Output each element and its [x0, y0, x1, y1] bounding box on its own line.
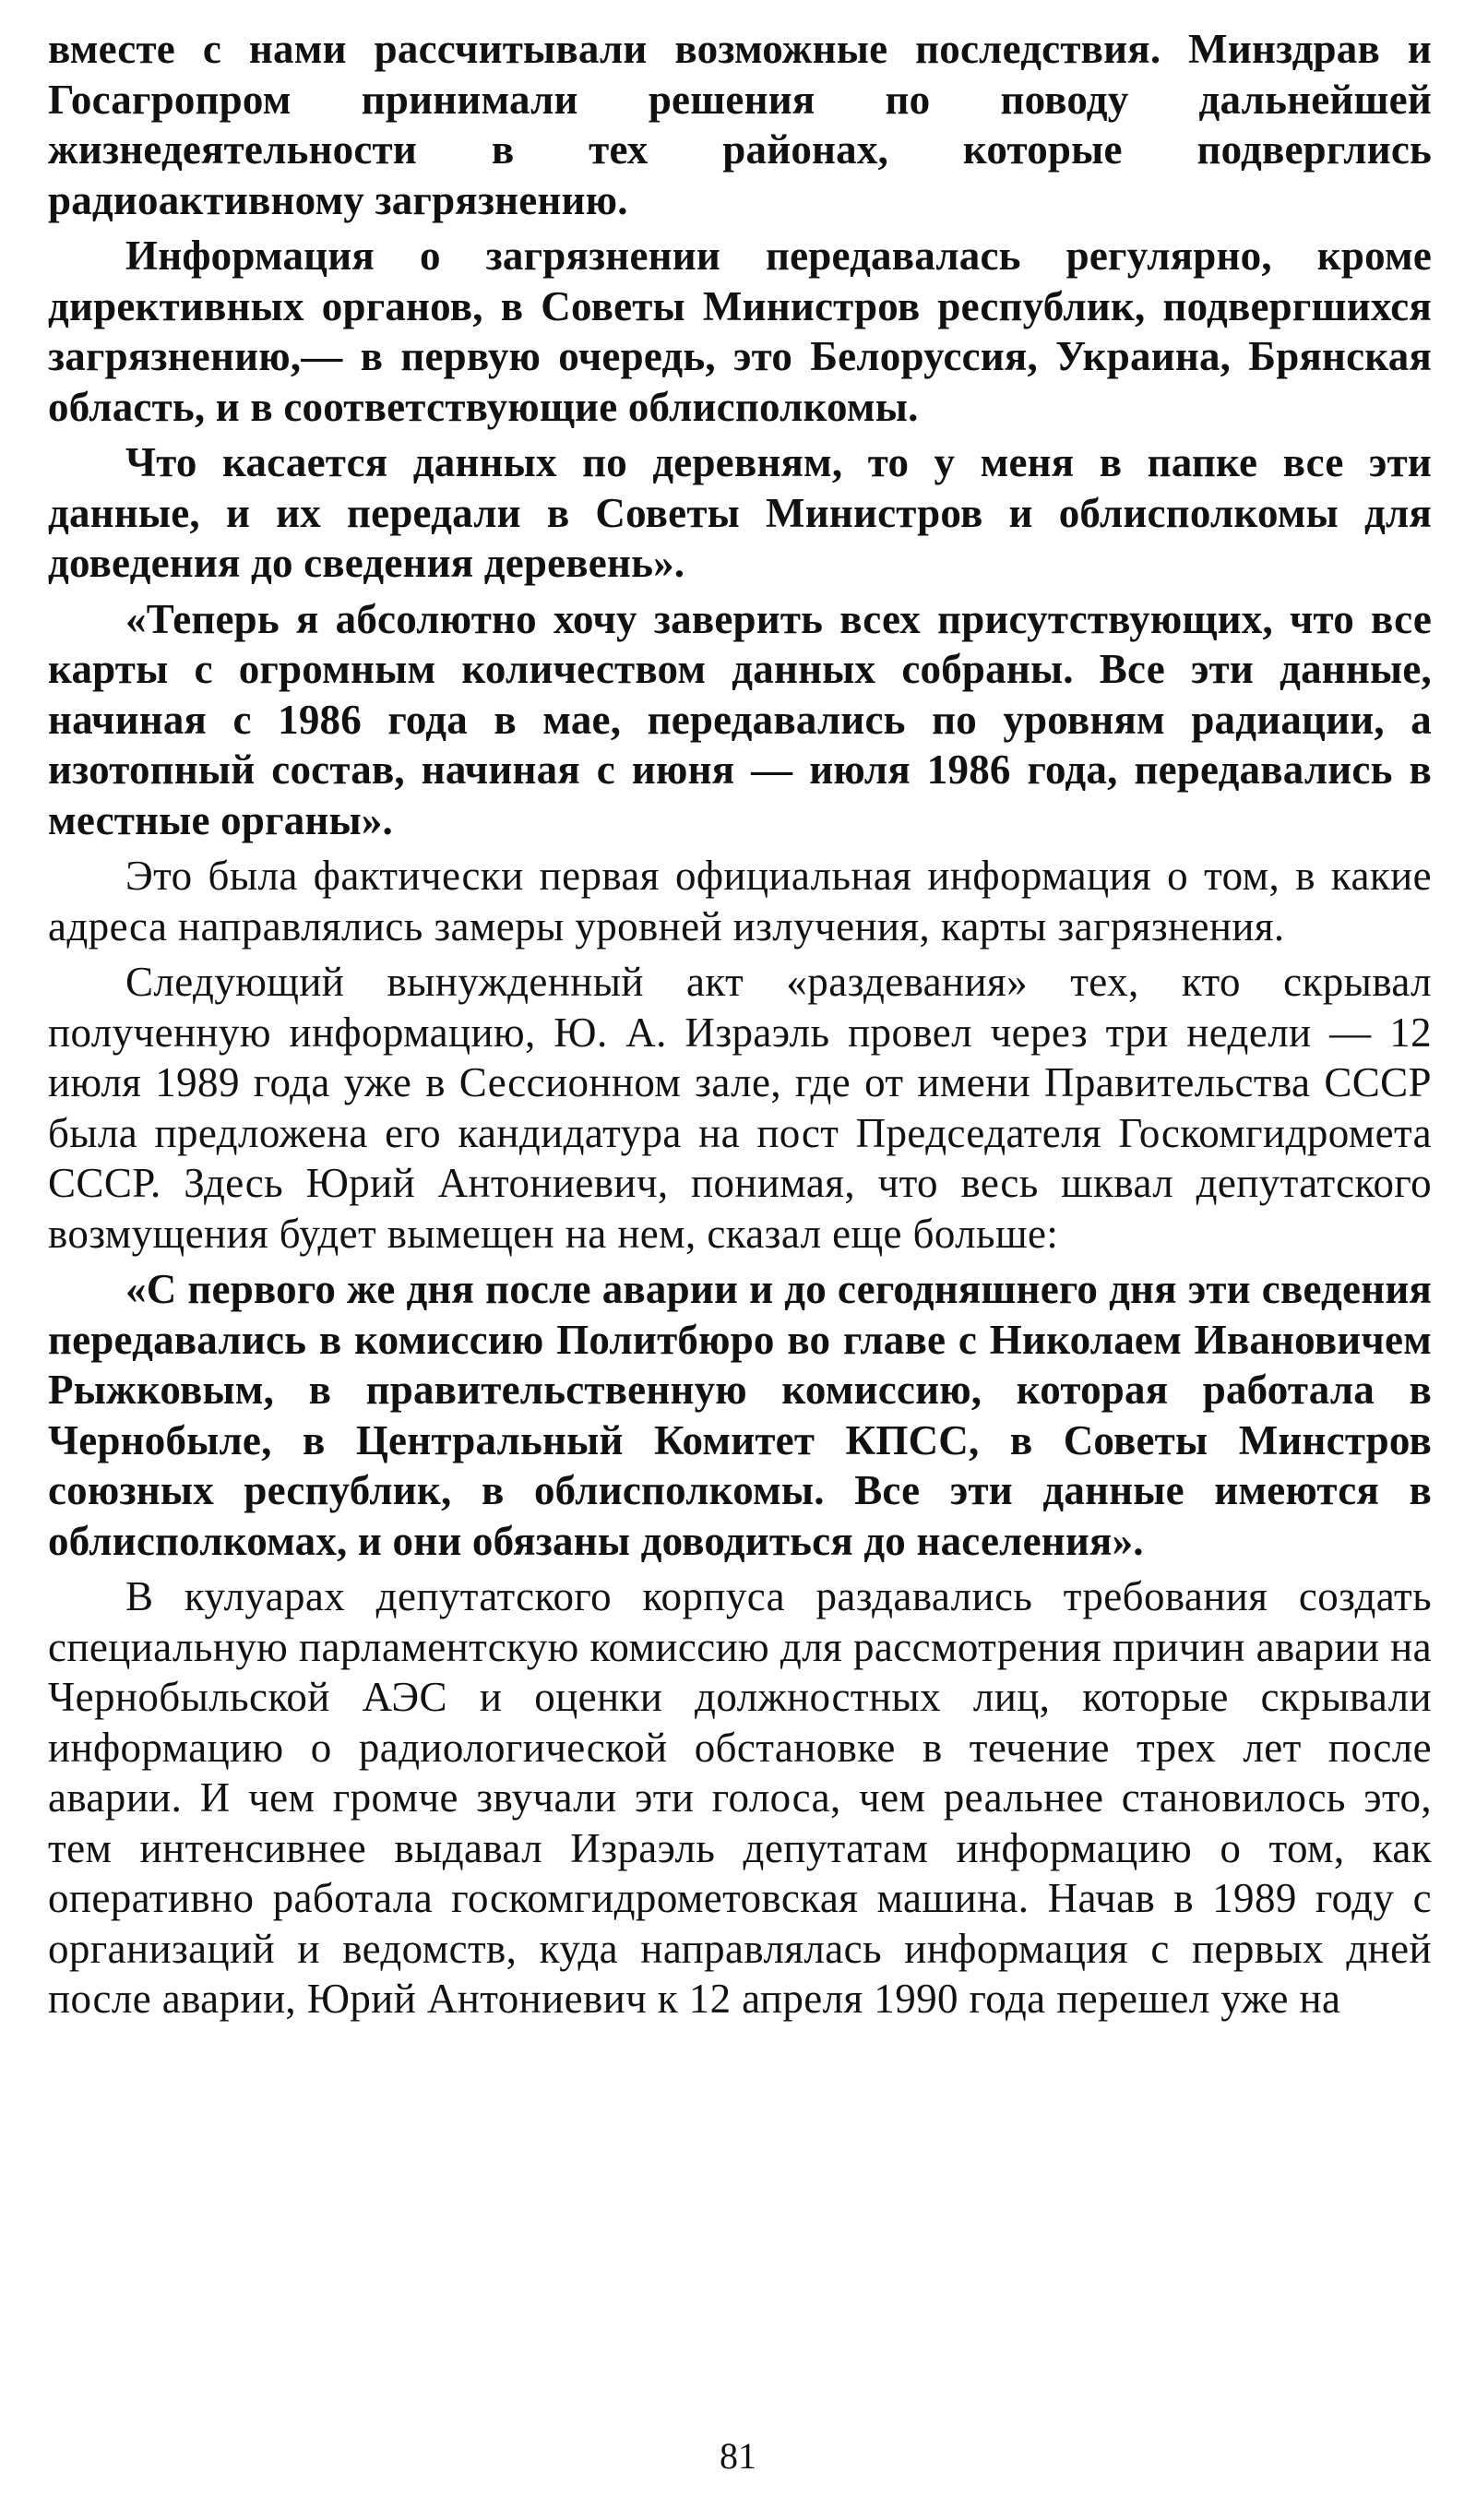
page-number: 81	[720, 2435, 756, 2477]
paragraph-quote-continuation: вместе с нами рассчитывали возможные последствия. Минздрав и Госагропром принимали решения по поводу дальнейшей жизнедеятельности в тех районах, которые подверглись радиоактивному загрязнению.	[48, 26, 1432, 223]
paragraph-quote-politburo: «С первого же дня после аварии и до сегодняшнего дня эти сведения передавались в комиссию Политбюро во главе с Николаем Ивановичем Рыжковым, в правительственную комиссию, которая работала в Чернобыле, в Центральный Комитет КПСС, в Советы Минстров союзных республик, в облисполкомы. Все эти данные имеются в облисполкомах, и они обязаны доводиться до населения».	[48, 1266, 1432, 1564]
paragraph-first-official-info: Это была фактически первая официальная информация о том, в какие адреса направлялись замеры уровней излучения, карты загрязнения.	[48, 853, 1432, 949]
paragraph-quote-contamination-info: Информация о загрязнении передавалась регулярно, кроме директивных органов, в Советы Министров республик, подвергшихся загрязнению,— в первую очередь, это Белоруссия, Украина, Брянская область, и в соответствующие облисполкомы.	[48, 233, 1432, 430]
paragraph-quote-village-data: Что касается данных по деревням, то у меня в папке все эти данные, и их передали в Советы Министров и облисполкомы для доведения до сведения деревень».	[48, 439, 1432, 586]
paragraph-session-hall: Следующий вынужденный акт «раздевания» тех, кто скрывал полученную информацию, Ю. А. Израэль провел через три недели — 12 июля 1989 года уже в Сессионном зале, где от имени Правительства СССР была предложена его кандидатура на пост Председателя Госкомгидромета СССР. Здесь Юрий Антониевич, понимая, что весь шквал депутатского возмущения будет вымещен на нем, сказал еще больше:	[48, 959, 1432, 1257]
paragraph-parliament-commission: В кулуарах депутатского корпуса раздавались требования создать специальную парламентскую комиссию для рассмотрения причин аварии на Чернобыльской АЭС и оценки должностных лиц, которые скрывали информацию о радиологической обстановке в течение трех лет после аварии. И чем громче звучали эти голоса, чем реальнее становилось это, тем интенсивнее выдавал Израэль депутатам информацию о том, как оперативно работала госкомгидрометовская машина. Начав в 1989 году с организаций и ведомств, куда направлялась информация с первых дней после аварии, Юрий Антониевич к 12 апреля 1990 года перешел уже на	[48, 1573, 1432, 2022]
book-page-text	[48, 24, 1432, 2030]
paragraph-quote-maps-assurance: «Теперь я абсолютно хочу заверить всех присутствующих, что все карты с огромным количеством данных собраны. Все эти данные, начиная с 1986 года в мае, передавались по уровням радиации, а изотопный состав, начиная с июня — июля 1986 года, передавались в местные органы».	[48, 595, 1432, 843]
